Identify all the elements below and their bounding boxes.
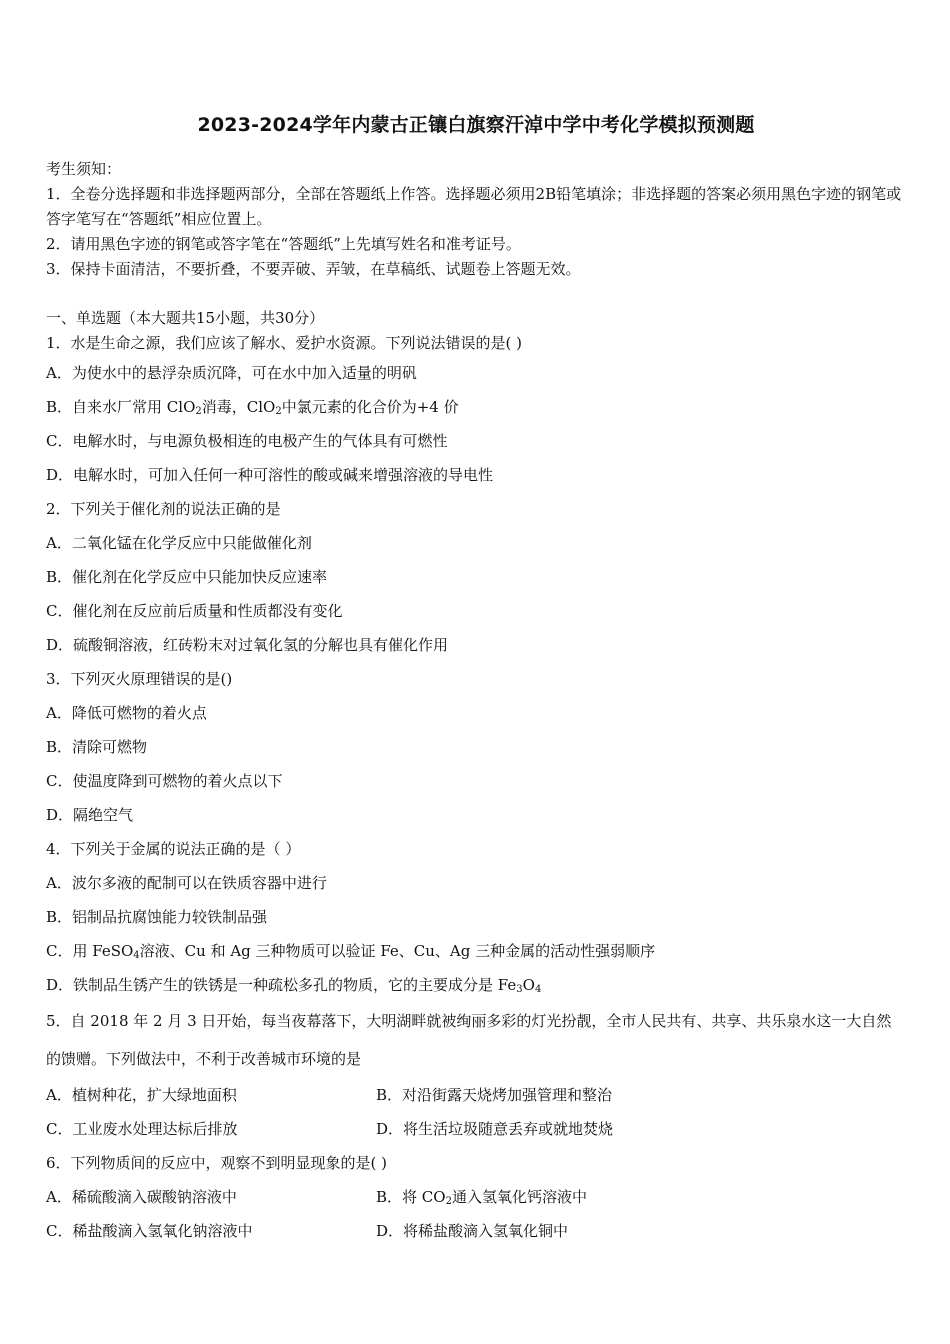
q6b-sub: 2 [445, 1196, 452, 1207]
section-heading-single-choice: 一、单选题（本大题共15小题，共30分） [46, 309, 325, 327]
q4d-mid: O [522, 976, 535, 994]
question-1-option-d: D．电解水时，可加入任何一种可溶性的酸或碱来增强溶液的导电性 [46, 466, 494, 484]
q4c-sub: 4 [133, 950, 140, 961]
question-6-option-b [376, 1180, 587, 1214]
question-2-option-b: B．催化剂在化学反应中只能加快反应速率 [46, 568, 328, 586]
question-5-option-c: C．工业废水处理达标后排放 [46, 1120, 238, 1138]
question-6-option-a: A．稀硫酸滴入碳酸钠溶液中 [46, 1188, 237, 1206]
q4d-sub1: 3 [516, 984, 523, 995]
q1b-sub1: 2 [195, 406, 202, 417]
question-5-row-2 [46, 1112, 906, 1146]
question-4-stem: 4．下列关于金属的说法正确的是（ ） [46, 840, 301, 858]
question-3-stem: 3．下列灭火原理错误的是() [46, 670, 233, 688]
question-1-option-c: C．电解水时，与电源负极相连的电极产生的气体具有可燃性 [46, 432, 448, 450]
question-6 [46, 1146, 906, 1248]
question-2-stem: 2．下列关于催化剂的说法正确的是 [46, 500, 281, 518]
question-2-option-d: D．硫酸铜溶液，红砖粉末对过氧化氢的分解也具有催化作用 [46, 636, 449, 654]
question-5-row-1 [46, 1078, 906, 1112]
notice-item-3: 3．保持卡面清洁，不要折叠，不要弄破、弄皱，在草稿纸、试题卷上答题无效。 [46, 260, 581, 278]
question-6-option-d: D．将稀盐酸滴入氢氧化铜中 [376, 1222, 569, 1240]
question-5-stem: 5．自 2018 年 2 月 3 日开始，每当夜幕落下，大明湖畔就被绚丽多彩的灯光扮靓，全市人民共有、共享、共乐泉水这一大自然的馈赠。下列做法中，不利于改善城市环境的是 [46, 1012, 892, 1068]
notice-heading: 考生须知： [46, 160, 122, 178]
q1b-mid: 消毒，ClO [201, 398, 276, 416]
question-2 [46, 492, 906, 662]
question-5-option-a: A．植树种花，扩大绿地面积 [46, 1086, 237, 1104]
page-title: 2023-2024学年内蒙古正镶白旗察汗淖中学中考化学模拟预测题 [197, 114, 755, 136]
question-4-option-a: A．波尔多液的配制可以在铁质容器中进行 [46, 874, 327, 892]
question-2-option-c: C．催化剂在反应前后质量和性质都没有变化 [46, 602, 343, 620]
question-3-option-a: A．降低可燃物的着火点 [46, 704, 207, 722]
question-5-option-b: B．对沿街露天烧烤加强管理和整治 [376, 1086, 613, 1104]
question-3 [46, 662, 906, 832]
q4d-sub2: 4 [534, 984, 542, 995]
q6b-pre: B．将 CO [376, 1188, 446, 1206]
notice-block [46, 157, 906, 282]
question-6-row-1 [46, 1180, 906, 1214]
question-3-option-c: C．使温度降到可燃物的着火点以下 [46, 772, 283, 790]
question-4-option-d [46, 968, 906, 1002]
q1b-pre: B．自来水厂常用 ClO [46, 398, 196, 416]
q1b-post: 中氯元素的化合价为+4 价 [281, 398, 459, 416]
notice-item-2: 2．请用黑色字迹的钢笔或答字笔在“答题纸”上先填写姓名和准考证号。 [46, 235, 521, 253]
question-6-option-c: C．稀盐酸滴入氢氧化钠溶液中 [46, 1222, 253, 1240]
q4c-post: 溶液、Cu 和 Ag 三种物质可以验证 Fe、Cu、Ag 三种金属的活动性强弱顺序 [139, 942, 656, 960]
question-6-stem: 6．下列物质间的反应中，观察不到明显现象的是( ) [46, 1154, 388, 1172]
question-4-option-b: B．铝制品抗腐蚀能力较铁制品强 [46, 908, 268, 926]
question-4 [46, 832, 906, 1002]
notice-item-1: 1．全卷分选择题和非选择题两部分，全部在答题纸上作答。选择题必须用2B铅笔填涂；非选择题的答案必须用黑色字迹的钢笔或答字笔写在“答题纸”相应位置上。 [46, 185, 902, 228]
q4c-pre: C．用 FeSO [46, 942, 134, 960]
question-1-option-a: A．为使水中的悬浮杂质沉降，可在水中加入适量的明矾 [46, 364, 417, 382]
question-2-option-a: A．二氧化锰在化学反应中只能做催化剂 [46, 534, 312, 552]
question-3-option-d: D．隔绝空气 [46, 806, 134, 824]
question-1-stem: 1．水是生命之源，我们应该了解水、爱护水资源。下列说法错误的是( ) [46, 334, 523, 352]
q4d-pre: D．铁制品生锈产生的铁锈是一种疏松多孔的物质，它的主要成分是 Fe [46, 976, 517, 994]
q1b-sub2: 2 [275, 406, 282, 417]
question-5-option-d: D．将生活垃圾随意丢弃或就地焚烧 [376, 1120, 614, 1138]
question-5 [46, 1002, 906, 1146]
question-6-row-2 [46, 1214, 906, 1248]
question-1-option-b [46, 390, 906, 424]
question-4-option-c [46, 934, 906, 968]
question-3-option-b: B．清除可燃物 [46, 738, 148, 756]
question-1 [46, 331, 906, 492]
q6b-post: 通入氢氧化钙溶液中 [451, 1188, 587, 1206]
